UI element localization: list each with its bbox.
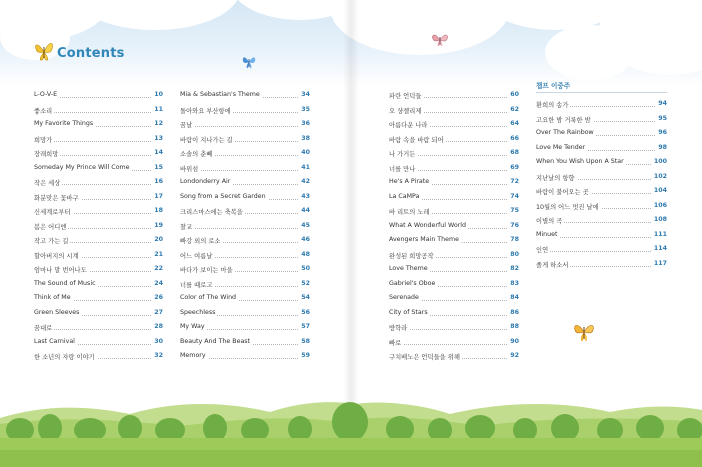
entry-page-number: 15: [154, 163, 163, 171]
entry-title: 신세계로부터: [34, 209, 71, 216]
entry-title: 꿈날: [180, 122, 193, 129]
entry-page-number: 27: [154, 308, 163, 316]
entry-title: La CaMPa: [389, 192, 420, 200]
entry-page-number: 95: [658, 114, 667, 122]
page-gutter: [343, 0, 359, 467]
entry-title: 할아버지의 시계: [34, 252, 79, 260]
entry-title: Minuet: [536, 230, 558, 238]
entry-page-number: 83: [510, 279, 519, 287]
entry-title: 나 가거든: [389, 151, 416, 158]
toc-entry[interactable]: [389, 250, 519, 265]
entry-title: 바 리트의 노래: [389, 209, 430, 216]
entry-title: 바위섬: [180, 165, 199, 173]
entry-title: 빠강 외의 로소: [180, 238, 221, 245]
toc-entry[interactable]: [34, 279, 163, 294]
dot-leader: [389, 344, 519, 345]
entry-title: 바다가 보이는 마을: [180, 267, 233, 274]
entry-page-number: 20: [154, 236, 163, 243]
entry-page-number: 84: [510, 294, 519, 301]
toc-entry[interactable]: [34, 148, 163, 163]
entry-title: 방학라: [389, 325, 408, 332]
entry-page-number: 56: [301, 308, 310, 316]
entry-page-number: 58: [301, 337, 310, 345]
toc-entry[interactable]: [34, 221, 163, 236]
entry-page-number: 90: [510, 337, 519, 345]
entry-page-number: 108: [653, 216, 667, 223]
entry-title: Green Sleeves: [34, 308, 80, 316]
entry-title: Think of Me: [34, 294, 71, 301]
contents-title: [34, 40, 125, 66]
entry-page-number: 10: [154, 91, 163, 98]
entry-page-number: 88: [510, 323, 519, 330]
toc-entry[interactable]: [180, 148, 310, 163]
entry-title: 너를 만나: [389, 165, 416, 173]
toc-entry[interactable]: [536, 186, 667, 201]
entry-title: 완성된 희망공작: [389, 252, 434, 260]
entry-page-number: 43: [301, 192, 310, 200]
entry-page-number: 34: [301, 91, 310, 98]
entry-page-number: 48: [301, 250, 310, 258]
entry-page-number: 30: [154, 337, 163, 345]
entry-title: 소솔의 춘빼: [180, 151, 213, 158]
toc-entry[interactable]: [536, 99, 667, 114]
entry-title: 꿈대로: [34, 325, 53, 332]
entry-page-number: 114: [653, 245, 667, 252]
toc-entry[interactable]: [180, 206, 310, 221]
toc-entry[interactable]: [389, 134, 519, 149]
toc-entry[interactable]: [180, 134, 310, 149]
entry-title: My Favorite Things: [34, 120, 94, 127]
entry-page-number: 17: [154, 192, 163, 200]
toc-entry[interactable]: [34, 90, 163, 105]
toc-entry[interactable]: [34, 119, 163, 134]
entry-page-number: 12: [154, 120, 163, 127]
entry-page-number: 76: [510, 221, 519, 229]
toc-entry[interactable]: [536, 172, 667, 187]
entry-page-number: 78: [510, 236, 519, 243]
toc-entry[interactable]: [389, 206, 519, 221]
entry-page-number: 80: [510, 250, 519, 258]
entry-page-number: 21: [154, 250, 163, 258]
toc-entry[interactable]: [34, 264, 163, 279]
toc-entry[interactable]: [389, 279, 519, 294]
entry-page-number: 52: [301, 279, 310, 287]
entry-title: 돌아와요 부산항에: [180, 107, 231, 115]
entry-page-number: 35: [301, 105, 310, 113]
toc-entry[interactable]: [34, 293, 163, 308]
toc-column-1: [34, 90, 163, 366]
entry-page-number: 40: [301, 149, 310, 156]
toc-entry[interactable]: [536, 157, 667, 172]
entry-page-number: 36: [301, 120, 310, 127]
toc-entry[interactable]: [34, 235, 163, 250]
entry-title: 찰교: [180, 223, 193, 231]
entry-title: 좋소리: [34, 107, 53, 115]
entry-page-number: 28: [154, 323, 163, 330]
toc-entry[interactable]: [34, 351, 163, 366]
toc-entry[interactable]: [389, 192, 519, 207]
entry-title: 고요한 밤 거룩한 밤: [536, 116, 591, 124]
entry-title: Beauty And The Beast: [180, 337, 251, 345]
entry-page-number: 92: [510, 352, 519, 359]
entry-title: 환희의 송가: [536, 102, 569, 109]
toc-entry[interactable]: [180, 308, 310, 323]
entry-title: Love Theme: [389, 265, 428, 272]
toc-entry[interactable]: [389, 221, 519, 236]
toc-entry[interactable]: [34, 105, 163, 120]
entry-title: 이별의 곡: [536, 218, 563, 225]
entry-page-number: 102: [653, 172, 667, 180]
entry-page-number: 86: [510, 308, 519, 316]
dot-leader: [180, 126, 310, 127]
toc-entry[interactable]: [34, 134, 163, 149]
toc-entry[interactable]: [180, 221, 310, 236]
toc-entry[interactable]: [389, 235, 519, 250]
entry-title: Mia & Sebastian's Theme: [180, 91, 260, 98]
entry-page-number: 106: [653, 201, 667, 209]
entry-page-number: 62: [510, 105, 519, 113]
toc-entry[interactable]: [34, 250, 163, 265]
entry-title: Someday My Prince Will Come: [34, 163, 130, 171]
entry-title: Londonderry Air: [180, 178, 231, 185]
entry-title: 오 샹젤리제: [389, 107, 422, 115]
entry-title: My Way: [180, 323, 205, 330]
entry-title: 봄은 어디엔: [34, 223, 67, 231]
entry-page-number: 66: [510, 134, 519, 142]
entry-title: 작은 세상: [34, 180, 61, 187]
toc-entry[interactable]: [34, 337, 163, 352]
page-title: Contents: [57, 45, 125, 61]
entry-page-number: 19: [154, 221, 163, 229]
entry-title: 바람 속을 바람 되어: [389, 136, 444, 144]
entry-title: Memory: [180, 352, 206, 359]
entry-title: L-O-V-E: [34, 91, 58, 98]
toc-entry[interactable]: [389, 264, 519, 279]
blue-butterfly-icon: [242, 54, 256, 73]
toc-entry[interactable]: [180, 119, 310, 134]
toc-entry[interactable]: [389, 177, 519, 192]
entry-title: City of Stars: [389, 308, 428, 316]
entry-page-number: 24: [154, 279, 163, 287]
entry-title: When You Wish Upon A Star: [536, 158, 624, 165]
entry-title: Gabriel's Oboe: [389, 279, 436, 287]
entry-page-number: 54: [301, 294, 310, 301]
toc-entry[interactable]: [180, 279, 310, 294]
toc-entry[interactable]: [389, 105, 519, 120]
entry-page-number: 57: [301, 323, 310, 330]
toc-entry[interactable]: [180, 177, 310, 192]
toc-entry[interactable]: [389, 148, 519, 163]
grass-landscape: [0, 400, 702, 467]
toc-entry[interactable]: [389, 351, 519, 366]
entry-title: Avengers Main Theme: [389, 236, 460, 243]
entry-page-number: 26: [154, 294, 163, 301]
section-heading: [536, 80, 667, 93]
toc-entry[interactable]: [180, 90, 310, 105]
toc-entry[interactable]: [536, 201, 667, 216]
entry-title: Color of The Wind: [180, 294, 237, 301]
toc-entry[interactable]: [536, 143, 667, 158]
toc-entry[interactable]: [34, 322, 163, 337]
toc-entry[interactable]: [180, 337, 310, 352]
entry-page-number: 104: [653, 187, 667, 194]
toc-entry[interactable]: [389, 293, 519, 308]
entry-title: 엄마나 말 번어나도: [34, 267, 87, 274]
entry-title: Song from a Secret Garden: [180, 192, 266, 200]
entry-page-number: 82: [510, 265, 519, 272]
toc-entry[interactable]: [536, 230, 667, 245]
toc-entry[interactable]: [389, 163, 519, 178]
entry-page-number: 96: [658, 129, 667, 136]
toc-entry[interactable]: [536, 114, 667, 129]
dot-leader: [180, 228, 310, 229]
entry-page-number: 59: [301, 352, 310, 359]
toc-entry[interactable]: [536, 128, 667, 143]
entry-page-number: 42: [301, 178, 310, 185]
toc-entry[interactable]: [34, 308, 163, 323]
entry-title: 희망가: [34, 136, 53, 144]
dot-leader: [536, 251, 667, 252]
toc-entry[interactable]: [389, 337, 519, 352]
toc-entry[interactable]: [180, 264, 310, 279]
entry-page-number: 13: [154, 134, 163, 142]
entry-page-number: 94: [658, 100, 667, 107]
entry-title: Serenade: [389, 294, 419, 301]
entry-page-number: 11: [154, 105, 163, 113]
entry-page-number: 38: [301, 134, 310, 142]
entry-page-number: 18: [154, 207, 163, 214]
entry-page-number: 111: [653, 230, 667, 238]
entry-page-number: 60: [510, 91, 519, 98]
entry-title: 화분맞은 꽃바구: [34, 194, 79, 202]
section-title: 챕프 이중주: [536, 82, 571, 90]
entry-title: 아름다운 나라: [389, 122, 428, 129]
entry-title: 어느 여름날: [180, 252, 213, 260]
entry-title: Speechless: [180, 308, 216, 316]
entry-title: 작고 가는 길: [34, 238, 69, 245]
entry-title: 장래희망: [34, 151, 59, 158]
entry-title: 너를 때로고: [180, 281, 213, 289]
entry-title: 한 소년의 자랑 이야기: [34, 354, 95, 361]
entry-page-number: 16: [154, 178, 163, 185]
entry-page-number: 68: [510, 149, 519, 156]
entry-title: Last Carnival: [34, 337, 75, 345]
entry-page-number: 41: [301, 163, 310, 171]
entry-page-number: 22: [154, 265, 163, 272]
entry-page-number: 14: [154, 149, 163, 156]
orange-butterfly-icon: [573, 321, 595, 347]
entry-page-number: 64: [510, 120, 519, 127]
toc-entry[interactable]: [34, 192, 163, 207]
toc-entry[interactable]: [180, 293, 310, 308]
toc-column-2: [180, 90, 310, 366]
entry-page-number: 72: [510, 178, 519, 185]
entry-page-number: 44: [301, 207, 310, 214]
entry-page-number: 32: [154, 352, 163, 359]
toc-entry[interactable]: [389, 322, 519, 337]
toc-column-4: [536, 80, 667, 273]
toc-entry[interactable]: [536, 259, 667, 274]
entry-title: What A Wonderful World: [389, 221, 467, 229]
entry-page-number: 69: [510, 163, 519, 171]
entry-title: Love Me Tender: [536, 143, 586, 151]
toc-entry[interactable]: [180, 163, 310, 178]
toc-entry[interactable]: [180, 235, 310, 250]
toc-entry[interactable]: [180, 105, 310, 120]
toc-entry[interactable]: [389, 119, 519, 134]
entry-title: Over The Rainbow: [536, 129, 594, 136]
toc-entry[interactable]: [180, 250, 310, 265]
entry-page-number: 100: [653, 158, 667, 165]
toc-entry[interactable]: [34, 177, 163, 192]
entry-title: 바람이 지나가는 길: [180, 136, 233, 144]
toc-entry[interactable]: [180, 322, 310, 337]
entry-page-number: 46: [301, 236, 310, 243]
entry-page-number: 75: [510, 207, 519, 214]
entry-title: The Sound of Music: [34, 279, 96, 287]
entry-page-number: 74: [510, 192, 519, 200]
toc-entry[interactable]: [180, 351, 310, 366]
toc-entry[interactable]: [34, 163, 163, 178]
entry-title: 구치배노은 언덕들을 위해: [389, 354, 460, 361]
entry-page-number: 117: [653, 259, 667, 267]
toc-entry[interactable]: [536, 215, 667, 230]
toc-entry[interactable]: [389, 90, 519, 105]
toc-entry[interactable]: [34, 206, 163, 221]
toc-column-3: [389, 90, 519, 366]
toc-entry[interactable]: [389, 308, 519, 323]
yellow-butterfly-icon: [34, 40, 54, 66]
entry-title: He's A Pirate: [389, 178, 430, 185]
entry-title: 10월의 어느 멋진 날에: [536, 203, 599, 211]
entry-page-number: 45: [301, 221, 310, 229]
entry-title: 크리스마스에는 축복을: [180, 209, 243, 216]
toc-entry[interactable]: [536, 244, 667, 259]
entry-title: 바람이 불어오는 곳: [536, 189, 589, 196]
entry-page-number: 50: [301, 265, 310, 272]
entry-title: 인연: [536, 247, 549, 254]
entry-title: 졸게 하소서: [536, 261, 569, 269]
entry-title: 빠로: [389, 339, 402, 347]
entry-title: 지난날의 항향: [536, 174, 575, 182]
toc-entry[interactable]: [180, 192, 310, 207]
entry-title: 파란 언덕들: [389, 93, 422, 100]
pink-butterfly-icon: [431, 32, 449, 52]
entry-page-number: 98: [658, 143, 667, 151]
